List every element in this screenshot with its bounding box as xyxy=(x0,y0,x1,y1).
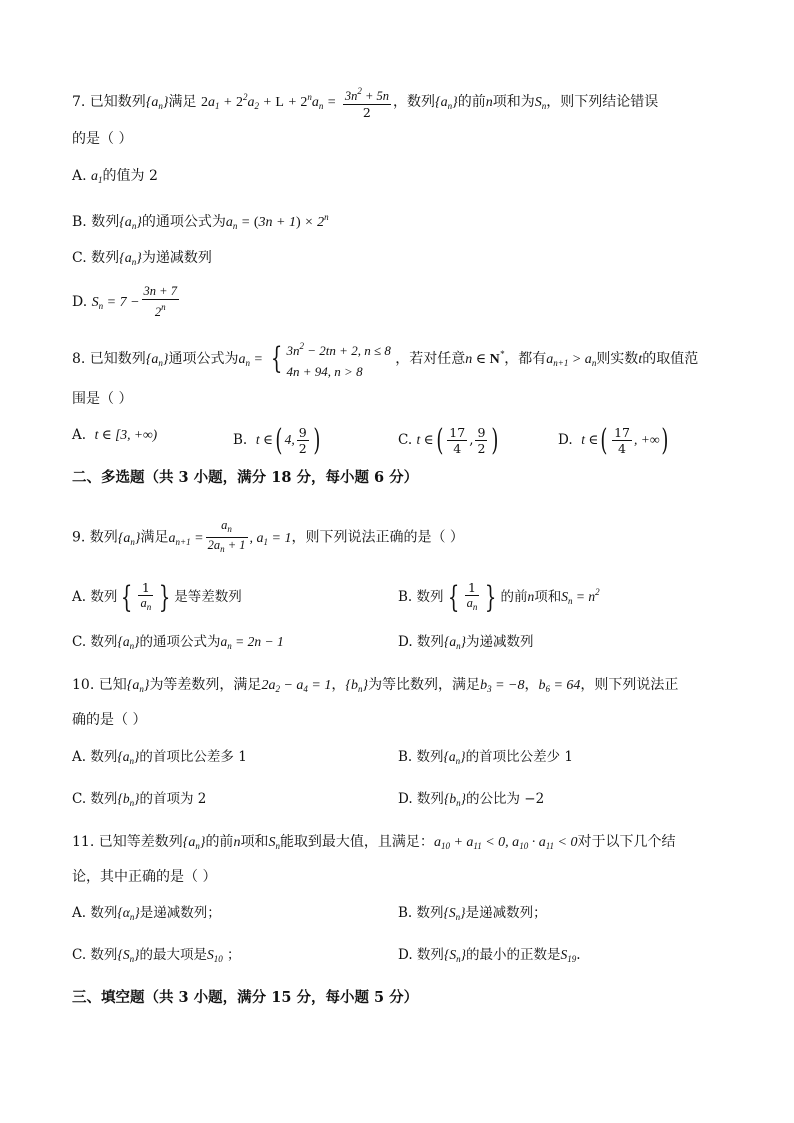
q11-stem: 11. 已知等差数列$\{a_n\}$的前n项和$S_n$能取到最大值，且满足：$a_{10} + a_{11} < 0$, $a_{10} \cdot a_{11} < 0$对于以下几个结 xyxy=(72,834,676,851)
q7-stem-line2: 的是（ ） xyxy=(72,131,133,147)
q10-option-a[interactable]: A. 数列$\{a_n\}$的首项比公差多 1 xyxy=(72,749,247,766)
q7-stem: 7. 已知数列$\{a_n\}$满足 $2a_1 + 2^2a_2 + L + 2^na_n$ = $\frac{3n^2 + 5n}{2}$ ，数列$\{a_n\}$的前n项和为$S_n$，则下列结论错误 xyxy=(72,86,659,120)
q7-option-d[interactable]: D. $S_n = 7$ − $\frac{3n + 7}{2^n}$ xyxy=(72,284,177,319)
q8-option-b[interactable]: B. t ∈( 4, $\frac{9}{2}$ ) xyxy=(233,422,321,458)
section-heading-multiple-choice: 二、多选题（共 3 小题，满分 18 分，每小题 6 分） xyxy=(72,469,419,486)
q9-option-b[interactable]: B. 数列 { $\frac{1}{a_n}$ } 的前n项和$S_n = n^2$ xyxy=(398,579,600,615)
q9-option-c[interactable]: C. 数列$\{a_n\}$的通项公式为$a_n = 2n - 1$ xyxy=(72,634,284,651)
q7-option-c[interactable]: C. 数列$\{a_n\}$为递减数列 xyxy=(72,250,212,267)
q9-option-d[interactable]: D. 数列$\{a_n\}$为递减数列 xyxy=(398,634,534,651)
q11-option-d[interactable]: D. 数列$\{S_n\}$的最小的正数是$S_{19}$. xyxy=(398,947,581,964)
q10-stem-line2: 确的是（ ） xyxy=(72,712,147,728)
q10-option-b[interactable]: B. 数列$\{a_n\}$的首项比公差少 1 xyxy=(398,749,573,766)
q7-option-b[interactable]: B. 数列$\{a_n\}$的通项公式为$a_n = (3n + 1) \times 2^n$ xyxy=(72,212,329,231)
q8-piecewise: $3n^2 - 2tn + 2$, n ≤ 8 4n + 94, n > 8 xyxy=(286,341,391,379)
section-heading-fill-in: 三、填空题（共 3 小题，满分 15 分，每小题 5 分） xyxy=(72,989,419,1006)
q10-option-d[interactable]: D. 数列$\{b_n\}$的公比为 −2 xyxy=(398,791,545,808)
q9-stem: 9. 数列$\{a_n\}$满足$a_{n+1}$ = $\frac{a_n}{2a_n + 1}$ , $a_1 = 1$，则下列说法正确的是（ ） xyxy=(72,518,464,554)
q8-option-a[interactable]: A. t ∈ [3, +∞) xyxy=(72,427,158,443)
q11-option-b[interactable]: B. 数列$\{S_n\}$是递减数列； xyxy=(398,905,547,922)
q7-option-a[interactable]: A. $a_1$的值为 2 xyxy=(72,168,158,185)
q7-fraction: $\frac{3n^2 + 5n}{2}$ xyxy=(344,86,389,120)
q11-stem-line2: 论，其中正确的是（ ） xyxy=(72,869,217,885)
q8-stem: 8. 已知数列$\{a_n\}$通项公式为$a_n$ = { $3n^2 - 2tn + 2$, n ≤ 8 4n + 94, n > 8 ，若对任意n ∈ N*，都有$a_{n+1} > a_n$则实数t的取值范 xyxy=(72,336,698,382)
q7-d-fraction: $\frac{3n + 7}{2^n}$ xyxy=(143,284,177,319)
q11-option-a[interactable]: A. 数列$\{\alpha_n\}$是递减数列； xyxy=(72,905,221,922)
q10-stem: 10. 已知$\{a_n\}$为等差数列，满足$2a_2 - a_4 = 1$，$\{b_n\}$为等比数列，满足$b_3 = -8$，$b_6 = 64$，则下列说法正 xyxy=(72,677,679,694)
q8-option-c[interactable]: C. t ∈( $\frac{17}{4}$ , $\frac{9}{2}$ ) xyxy=(398,422,499,458)
q8-stem-line2: 围是（ ） xyxy=(72,391,133,407)
q8-option-d[interactable]: D. t ∈( $\frac{17}{4}$ , +∞) xyxy=(558,422,669,458)
left-brace-icon: { xyxy=(271,341,283,376)
q9-option-a[interactable]: A. 数列 { $\frac{1}{a_n}$ } 是等差数列 xyxy=(72,579,242,615)
q11-option-c[interactable]: C. 数列$\{S_n\}$的最大项是$S_{10}$ ； xyxy=(72,947,241,964)
q10-option-c[interactable]: C. 数列$\{b_n\}$的首项为 2 xyxy=(72,791,207,808)
